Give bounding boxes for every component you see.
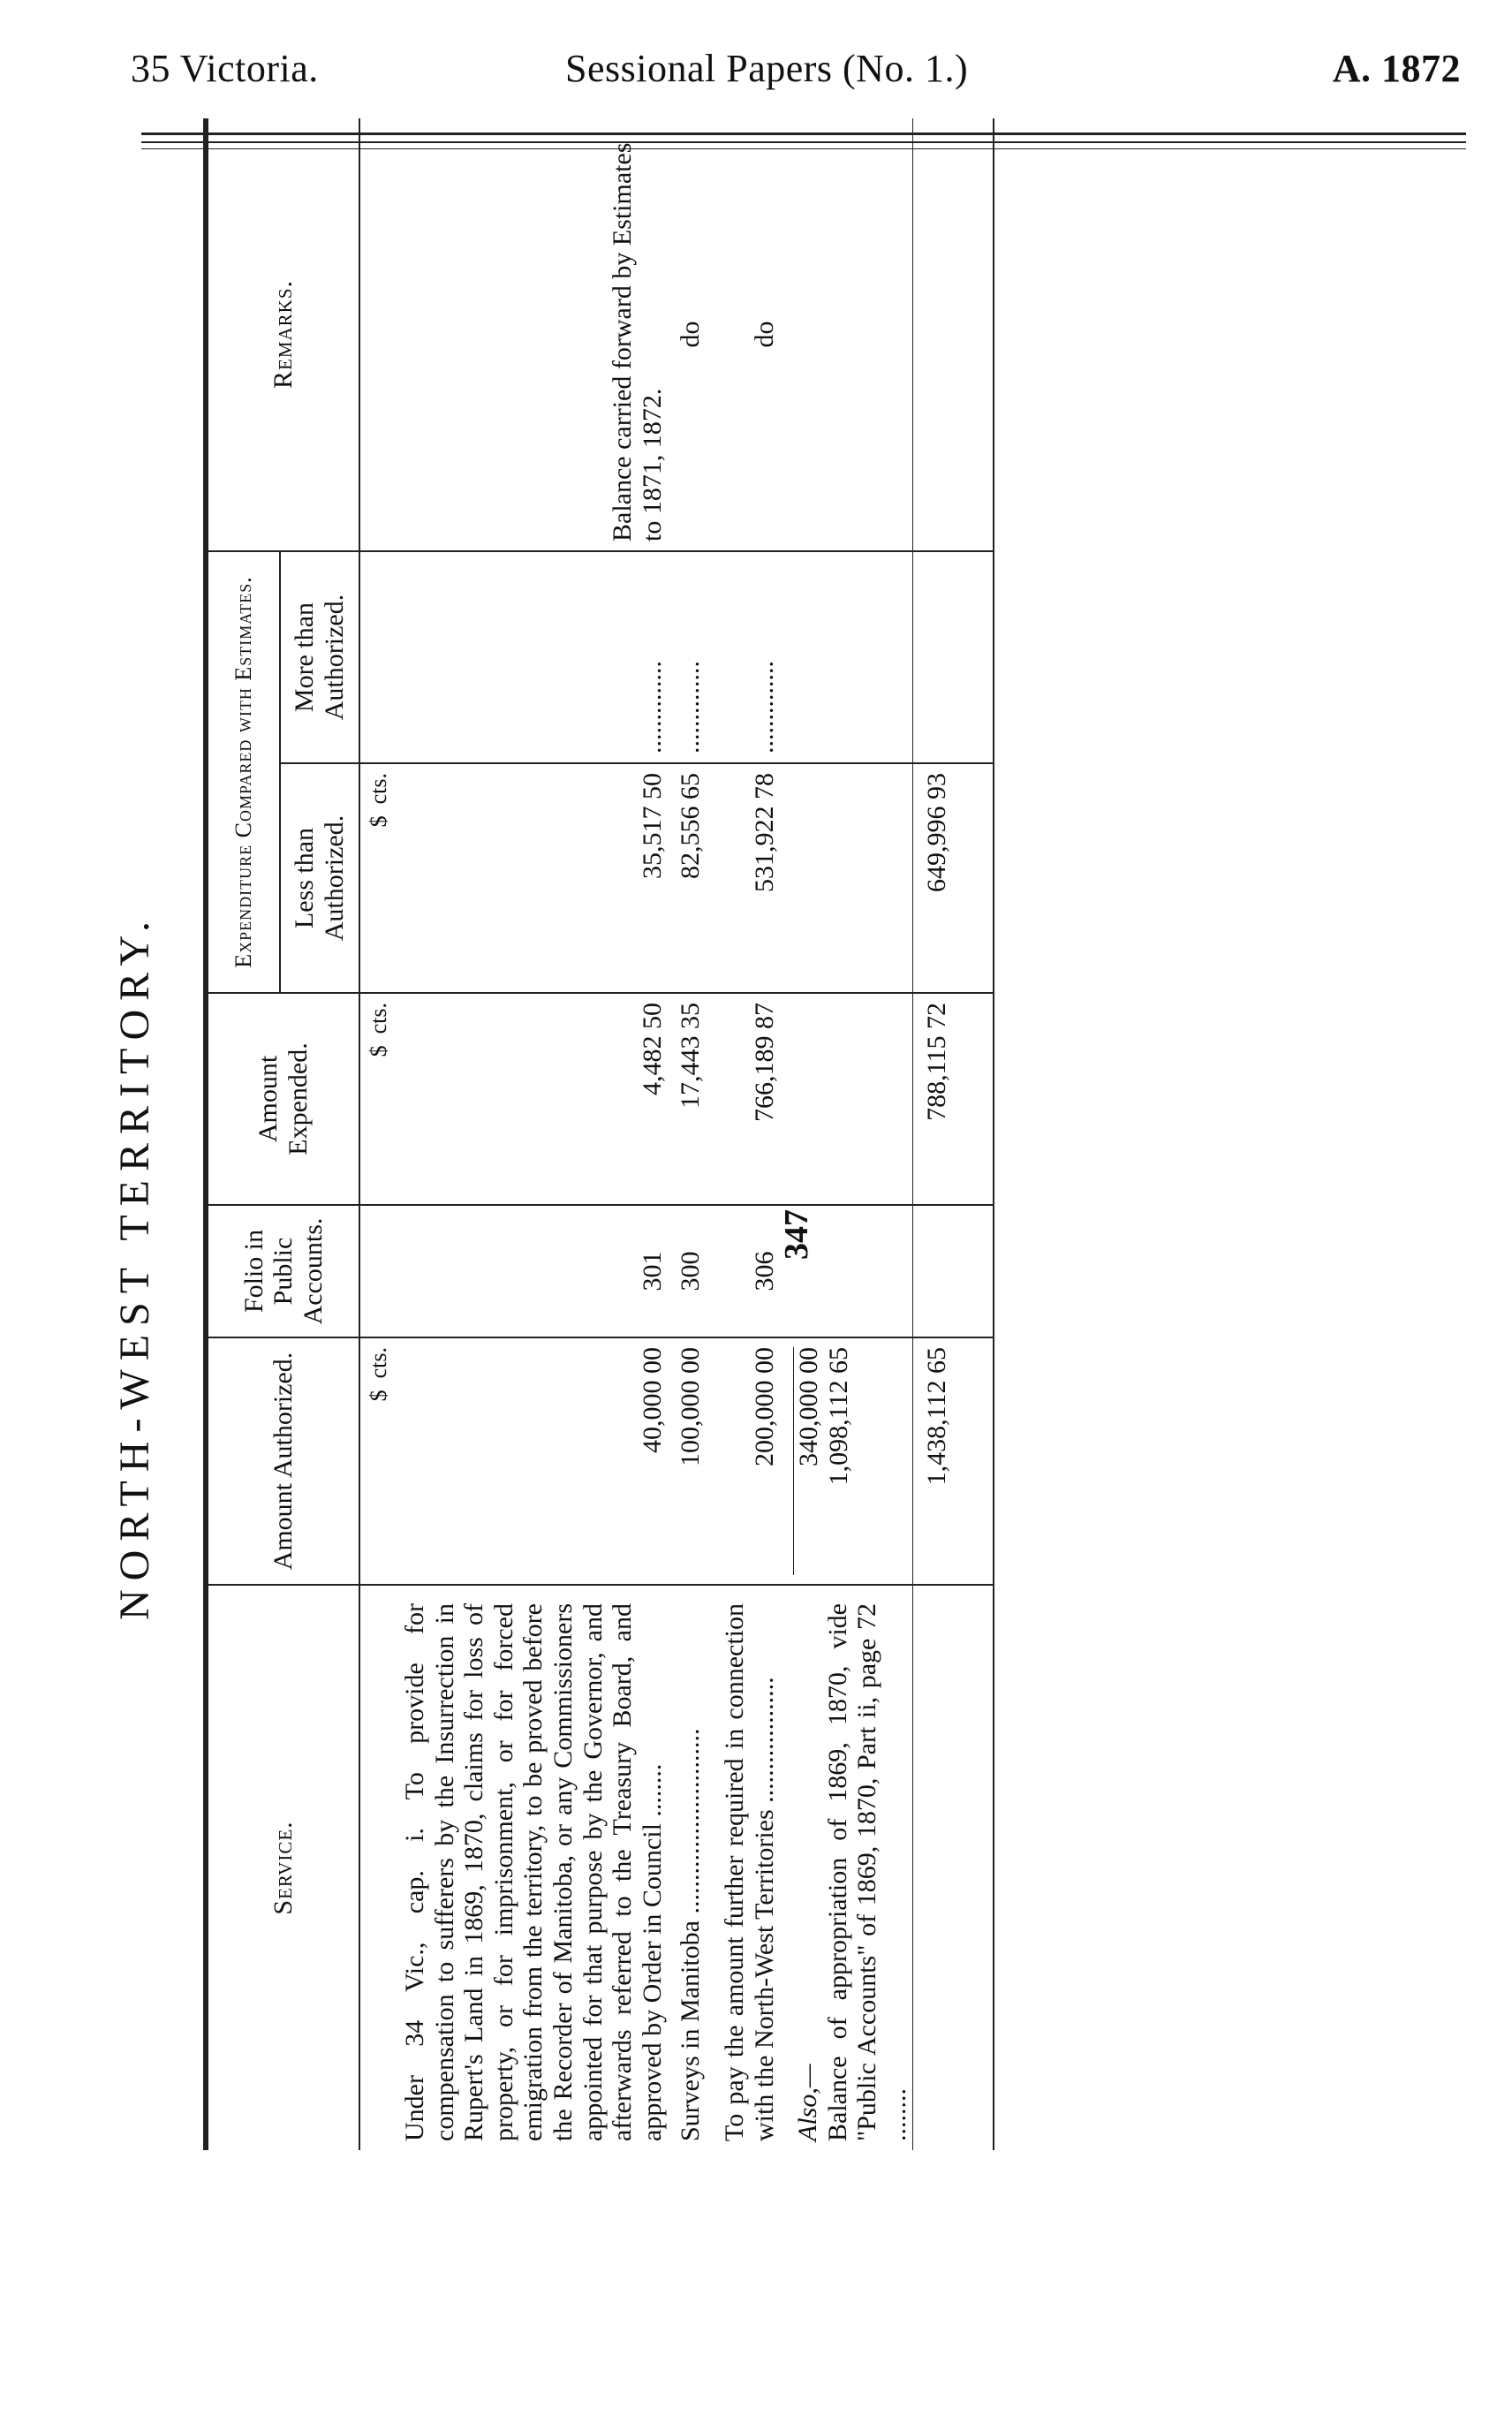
table-row [400,118,667,2150]
total-expended: 788,115 72 [912,993,994,1205]
unit-cents: cts. [366,773,391,805]
col-less: Less than Authorized. [280,763,359,993]
col-folio: Folio in Public Accounts. [206,1205,359,1337]
total-row [912,118,994,2150]
row-remarks: do [667,118,706,551]
unit-dollar: $ [366,1045,391,1057]
unit-cents: cts. [366,1347,391,1379]
row-service: To pay the amount further required in connection with the North-West Territories ................... [720,1603,779,2141]
row-more: .............. [706,551,779,763]
unit-cents: cts. [366,1003,391,1034]
row-remarks: Balance carried forward by Estimates to 1871, 1872. [400,118,667,551]
row-expended: 17,443 35 [667,993,706,1205]
row-service: Under 34 Vic., cap. i. To provide for compensation to sufferers by the Insurrection in Rupert's Land in 1869, 1870, claims for loss of property, or for imprisonment, or for forced emigration from the territory, to be proved before the Recorder of Manitoba, or any Commissioners appointed for that purpose by the Governor, and afterwards referred to the Treasury Board, and approved by Order in Council ........ [400,1603,667,2141]
col-remarks: Remarks. [206,118,359,551]
table-row [706,118,779,2150]
row-expended: 4,482 50 [400,993,667,1205]
row-more: .............. [400,551,667,763]
row-folio: 301 [400,1205,667,1337]
expenditure-table [203,118,994,2150]
header-session: 35 Victoria. [131,47,319,90]
row-more: .............. [667,551,706,763]
row-remarks: do [706,118,779,551]
row-service: Balance of appropriation of 1869, 1870, vide "Public Accounts" of 1869, 1870, Part ii, page 72 ........ [822,1603,912,2141]
row-authorized-sub: 340,000 00 [793,1347,824,1575]
row-service: Surveys in Manitoba ............................ [676,1728,706,2141]
row-folio: 300 [667,1205,706,1337]
col-service: Service. [206,1585,359,2150]
header-papers: Sessional Papers (No. 1.) [565,47,969,90]
table-row [667,118,706,2150]
row-less: 35,517 50 [400,763,667,993]
col-compared: Expenditure Compared with Estimates. [206,551,280,993]
row-folio: 306 [706,1205,779,1337]
row-authorized: 40,000 00 [400,1337,667,1585]
unit-dollar: $ [366,1390,391,1402]
table-row [779,118,912,2150]
total-less: 649,996 93 [912,763,994,993]
row-authorized: 1,098,112 65 [823,1347,853,1486]
row-less: 82,556 65 [667,763,706,993]
page-title: NORTH-WEST TERRITORY. [111,913,158,1620]
col-more: More than Authorized. [280,551,359,763]
header-year: A. 1872 [1332,47,1461,90]
row-less: 531,922 78 [706,763,779,993]
row-service-label: Also,— [793,2064,823,2141]
row-expended: 766,189 87 [706,993,779,1205]
col-authorized: Amount Authorized. [206,1337,359,1585]
row-authorized: 200,000 00 [706,1337,779,1585]
unit-dollar: $ [366,815,391,828]
page-number: 347 [778,1209,815,1260]
col-expended: Amount Expended. [206,993,359,1205]
row-authorized: 100,000 00 [667,1337,706,1585]
total-authorized: 1,438,112 65 [912,1337,994,1585]
